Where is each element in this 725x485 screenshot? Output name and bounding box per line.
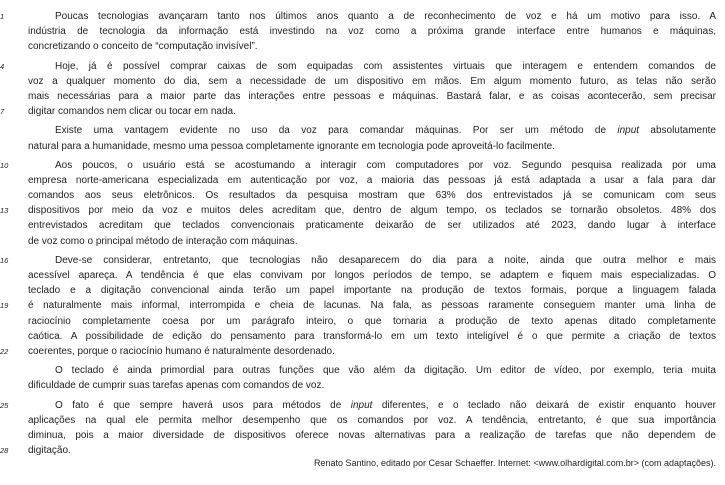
line-text: Poucas tecnologias avançaram tanto nos últimos anos quanto a de reconhecimento de voz e há um motivo para isso. A — [55, 11, 716, 22]
citation: Renato Santino, editado por Cesar Schaeffer. Internet: <www.olhardigital.com.br> (com adaptações). — [313, 458, 716, 468]
line-number: 1 — [0, 12, 5, 21]
text-line — [0, 298, 725, 313]
text-line — [0, 234, 725, 249]
line-text: indústria de tecnologia da informação está investindo na voz como a próxima grande interface entre humanos e máquinas, — [28, 26, 716, 38]
line-text: teclado e a digitação convencional ainda terão um papel importante na produção de textos formais, porque a linguagem falada — [28, 285, 716, 297]
text-line — [0, 443, 725, 458]
text-line — [0, 173, 725, 188]
line-text: Hoje, já é possível comprar caixas de som equipadas com assistentes virtuais que interagem e entendem comandos de — [55, 60, 716, 72]
line-text: comandos aos seus eletrônicos. Os resultados da pesquisa mostram que 63% dos entrevistados já se comunicam com seus — [28, 190, 716, 202]
text-line — [0, 24, 725, 39]
line-number: 7 — [0, 107, 5, 117]
line-text: Deve-se considerar, entretanto, que tecnologias não desaparecem do dia para a noite, ainda que outra melhor e mais — [55, 254, 716, 266]
line-text: digitar comandos nem clicar ou tocar em nada. — [28, 106, 236, 118]
line-text: diminua, pois a maior diversidade de dispositivos oferece novas alternativas para a realização de tarefas que não dependem de — [28, 429, 716, 441]
line-text: digitação. — [28, 445, 71, 457]
line-text: dispositivos por meio da voz e muitos deles acreditam que, dentro de algum tempo, os teclados se tornarão obsoletos. 48% dos — [28, 205, 716, 217]
line-text: concretizando o conceito de “computação invisível”. — [28, 41, 258, 53]
text-line — [0, 89, 725, 104]
text-line — [0, 253, 725, 268]
line-number: 13 — [0, 206, 9, 216]
line-text: dificuldade de cumprir suas tarefas apenas com comandos de voz. — [28, 380, 325, 392]
line-text: entrevistados acreditam que teclados convencionais praticamente deixarão de ser utilizados até 2023, dando lugar à interface — [28, 220, 716, 232]
line-text: raciocínio completamente coesa por um parágrafo inteiro, o que tornaria a produção de texto apenas ditado completamente — [28, 315, 716, 327]
line-text: O teclado é ainda primordial para outras funções que vão além da digitação. Um editor de vídeo, por exemplo, teria muita — [55, 365, 716, 377]
line-number: 4 — [0, 61, 5, 71]
text-line — [0, 203, 725, 218]
text-line — [0, 378, 725, 393]
line-number: 10 — [0, 160, 9, 170]
line-text: voz a qualquer momento do dia, sem a necessidade de um dispositivo em mãos. Em algum momento futuro, as telas não serão — [28, 75, 716, 87]
text-line — [0, 9, 725, 24]
line-text: O fato é que sempre haverá usos para métodos de input diferentes, e o teclado não deixará de existir enquanto houver — [55, 399, 716, 411]
line-text: aplicações na qual ele permita melhor desempenho que os comandos por voz. A tendência, entretanto, é que sua importância — [28, 414, 716, 426]
text-line — [0, 188, 725, 203]
text-line — [0, 39, 725, 54]
text-line — [0, 268, 725, 283]
text-line — [0, 363, 725, 378]
line-text: natural para a humanidade, mesmo uma pessoa completamente ignorante em tecnologia pode aproveitá-lo facilmente. — [28, 140, 555, 152]
text-line — [0, 428, 725, 443]
text-line — [0, 218, 725, 233]
text-line — [0, 158, 725, 173]
line-number: 22 — [0, 346, 9, 356]
text-line — [0, 314, 725, 329]
line-text: Existe uma vantagem evidente no uso da voz para comandar máquinas. Por ser um método de input absolutamente — [55, 125, 716, 137]
line-number: 28 — [0, 446, 9, 456]
line-text: de voz como o principal método de interação com máquinas. — [28, 235, 298, 247]
text-line — [0, 283, 725, 298]
text-line — [0, 398, 725, 413]
text-line — [0, 344, 725, 359]
line-text: empresa norte-americana especializada em autenticação por voz, a maioria das pessoas já está adaptada a usar a fala para dar — [28, 174, 716, 186]
text-line — [0, 74, 725, 89]
line-number: 25 — [0, 400, 9, 410]
line-text: coerentes, porque o raciocínio humano é naturalmente desordenado. — [28, 345, 335, 357]
line-text: caótica. A possibilidade de edição do pensamento para transformá-lo em um texto inteligível é o que permite a criação de textos — [28, 330, 716, 342]
line-text: é naturalmente mais informal, interrompida e cheia de lacunas. Na fala, as pessoas raramente conseguem manter uma linha de — [28, 300, 716, 312]
text-line — [0, 104, 725, 119]
line-number: 19 — [0, 301, 9, 311]
text-line — [0, 59, 725, 74]
line-text: Aos poucos, o usuário está se acostumando a interagir com computadores por voz. Segundo pesquisa realizada por uma — [55, 159, 716, 171]
text-line — [0, 123, 725, 138]
text-line — [0, 413, 725, 428]
line-text: acessível apareça. A tendência é que elas convivam por longos períodos de tempo, se adaptem e fiquem mais especializadas. O — [28, 270, 716, 281]
text-line — [0, 139, 725, 154]
line-number: 16 — [0, 255, 9, 265]
text-body — [0, 9, 725, 458]
line-text: mais necessárias para a maior parte das interações entre pessoas e máquinas. Bastará falar, e as coisas acontecerão, sem precisar — [28, 90, 716, 102]
text-line — [0, 329, 725, 344]
